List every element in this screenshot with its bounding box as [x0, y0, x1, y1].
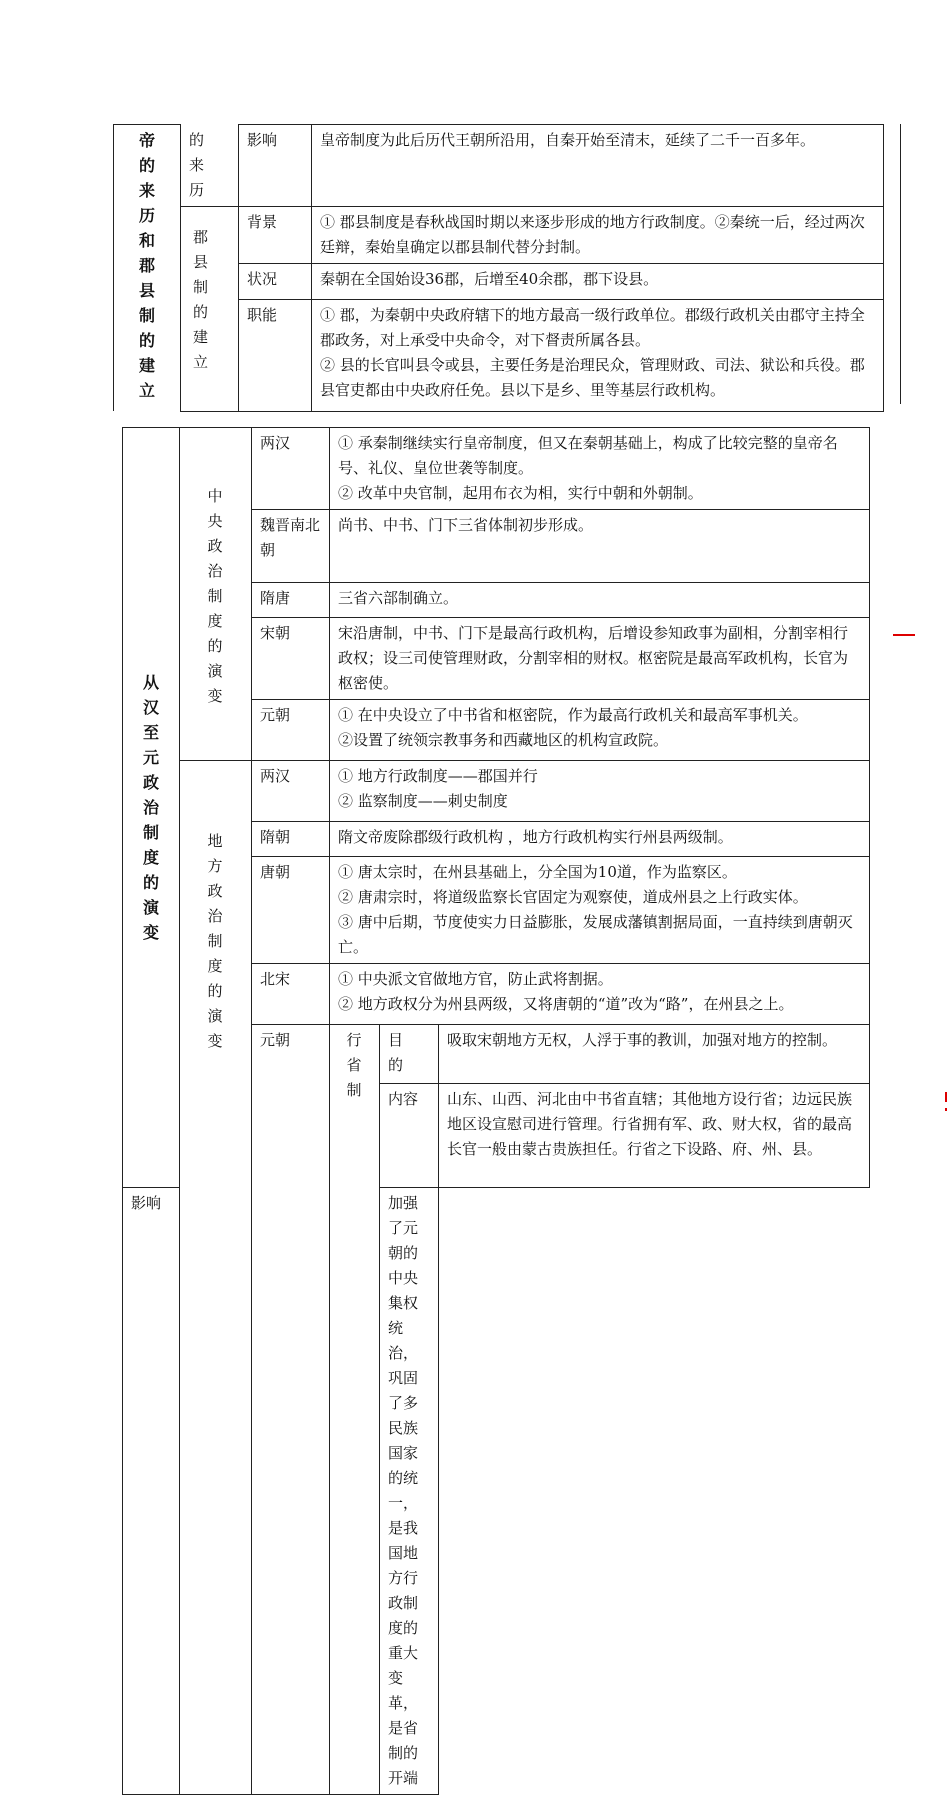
t2-line: ② 地方政权分为州县两级，又将唐朝的“道”改为“路”，在州县之上。 — [338, 995, 794, 1013]
right-border-line — [900, 124, 901, 404]
t1-row-head: 影响 — [239, 125, 312, 207]
t2-title-cell — [123, 428, 180, 1188]
t2-era: 两汉 — [252, 428, 330, 510]
t1-origin-cell — [181, 125, 239, 207]
t1-row-content — [312, 299, 884, 411]
t2-line: ① 地方行政制度——郡国并行 — [338, 767, 538, 785]
t2-era: 元朝 — [252, 1025, 330, 1795]
t1-line: 皇帝制度为此后历代王朝所沿用，自秦开始至清末，延续了二千一百多年。 — [320, 131, 816, 149]
t2-line: ③ 唐中后期，节度使实力日益膨胀，发展成藩镇割据局面，一直持续到唐朝灭亡。 — [338, 913, 853, 956]
t2-content — [330, 964, 870, 1025]
t1-row-head: 状况 — [239, 263, 312, 299]
t2-era: 两汉 — [252, 761, 330, 822]
table-qin-system — [113, 124, 884, 412]
t2-local-label: 地方政治制度的演变 — [207, 832, 223, 1050]
t2-era: 唐朝 — [252, 857, 330, 964]
t1-topic-cell — [114, 125, 181, 412]
t2-yuan-head-text: 目的 — [388, 1031, 404, 1074]
t1-row-content — [312, 125, 884, 207]
t1-row-head: 职能 — [239, 299, 312, 411]
t2-yuan-sub-cell — [330, 1025, 380, 1795]
t2-era: 元朝 — [252, 700, 330, 761]
t1-jx-cell — [181, 206, 239, 411]
t2-yuan-head: 影响 — [123, 1188, 180, 1795]
t2-content — [330, 857, 870, 964]
t1-line: ① 郡，为秦朝中央政府辖下的地方最高一级行政单位。郡级行政机关由郡守主持全郡政务，对上承受中央命令，对下督责所属各县。 — [320, 305, 865, 349]
t2-line: ① 承秦制继续实行皇帝制度，但又在秦朝基础上，构成了比较完整的皇帝名号、礼仪、皇位世袭等制度。 — [338, 434, 838, 477]
t2-era: 宋朝 — [252, 618, 330, 700]
revision-mark — [945, 1108, 947, 1111]
t2-line: ① 中央派文官做地方官，防止武将割据。 — [338, 970, 613, 988]
t1-line: 秦朝在全国始设36郡，后增至40余郡，郡下设县。 — [320, 269, 659, 288]
t2-yuan-text: 加强了元朝的中央集权统治，巩固了多民族国家的统一，是我国地方行政制度的重大变革，是省制的开端 — [380, 1188, 439, 1795]
t2-era: 魏晋南北朝 — [252, 510, 330, 583]
t2-line: 三省六部制确立。 — [338, 589, 459, 607]
t2-content — [330, 700, 870, 761]
t2-line: ②设置了统领宗教事务和西藏地区的机构宣政院。 — [338, 731, 669, 749]
t2-content — [330, 510, 870, 583]
t2-era: 隋唐 — [252, 583, 330, 618]
t2-content — [330, 428, 870, 510]
t1-row-content — [312, 206, 884, 263]
t2-central-label: 中央政治制度的演变 — [207, 487, 223, 705]
t2-era: 隋朝 — [252, 822, 330, 857]
revision-mark — [893, 634, 915, 636]
t2-line: 宋沿唐制，中书、门下是最高行政机构，后增设参知政事为副相，分割宰相行政权；设三司使管理财政，分割宰相的财权。枢密院是最高军政机构，长官为枢密使。 — [338, 624, 849, 692]
t2-content — [330, 761, 870, 822]
revision-mark — [945, 1092, 947, 1102]
t2-line: 隋文帝废除郡级行政机构 ，地方行政机构实行州县两级制。 — [338, 828, 733, 846]
t1-row-content — [312, 263, 884, 299]
t2-line: 尚书、中书、门下三省体制初步形成。 — [338, 516, 594, 534]
t2-line: ② 监察制度——刺史制度 — [338, 792, 508, 810]
t1-topic-text: 帝的来历和郡县制的建立 — [139, 131, 156, 400]
t1-row-head: 背景 — [239, 206, 312, 263]
t2-yuan-head: 内容 — [380, 1084, 439, 1188]
t1-line: ② 县的长官叫县令或县，主要任务是治理民众，管理财政、司法、狱讼和兵役。郡县官吏都由中央政府任免。县以下是乡、里等基层行政机构。 — [320, 355, 865, 399]
t2-title: 从汉至元政治制度的演变 — [143, 673, 160, 942]
t1-jx-label: 郡县制的建立 — [193, 227, 209, 371]
t2-line: ② 唐肃宗时，将道级监察长官固定为观察使，道成州县之上行政实体。 — [338, 888, 808, 906]
t2-local-cell — [180, 761, 252, 1795]
t2-line: ① 在中央设立了中书省和枢密院，作为最高行政机关和最高军事机关。 — [338, 706, 808, 724]
t2-content — [330, 822, 870, 857]
t1-origin-label: 的来历 — [189, 130, 205, 199]
t2-yuan-head — [380, 1025, 439, 1084]
t2-content — [330, 618, 870, 700]
t2-yuan-text: 山东、山西、河北由中书省直辖；其他地方设行省；边远民族地区设宣慰司进行管理。行省拥有军、政、财大权，省的最高长官一般由蒙古贵族担任。行省之下设路、府、州、县。 — [439, 1084, 870, 1188]
t2-central-cell — [180, 428, 252, 761]
t2-yuan-sub: 行省制 — [346, 1031, 362, 1099]
t2-line: ① 唐太宗时，在州县基础上，分全国为10道，作为监察区。 — [338, 863, 737, 881]
t2-content — [330, 583, 870, 618]
t1-line: ① 郡县制度是春秋战国时期以来逐步形成的地方行政制度。②秦统一后，经过两次廷辩，秦始皇确定以郡县制代替分封制。 — [320, 212, 865, 256]
t2-yuan-text: 吸取宋朝地方无权，人浮于事的教训，加强对地方的控制。 — [439, 1025, 870, 1084]
table-han-to-yuan — [122, 427, 870, 1795]
t2-era: 北宋 — [252, 964, 330, 1025]
t2-line: ② 改革中央官制，起用布衣为相，实行中朝和外朝制。 — [338, 484, 703, 502]
